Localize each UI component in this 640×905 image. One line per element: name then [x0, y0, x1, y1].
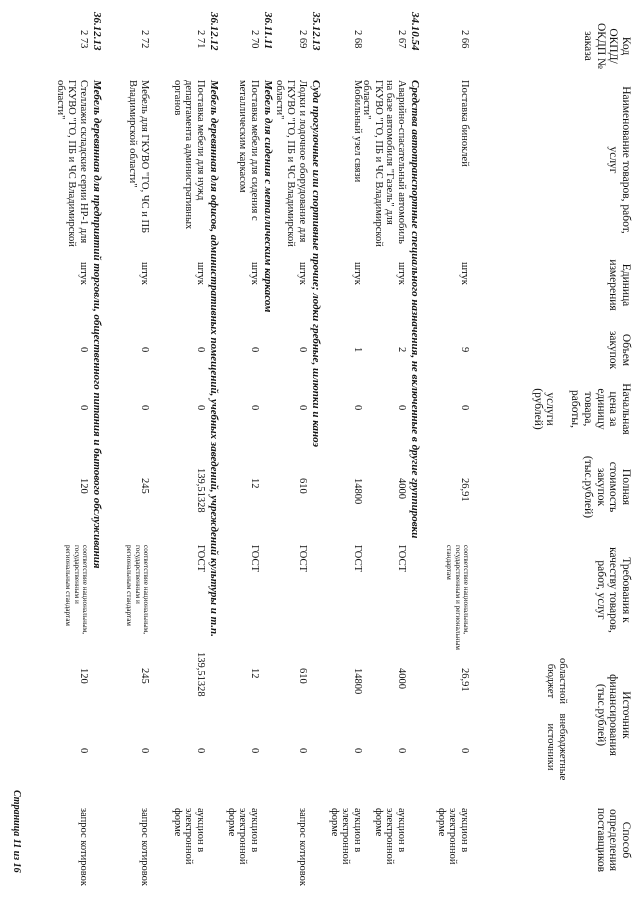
row-fin-regional: 245 [139, 668, 150, 684]
row-reqs: соответствие национальным, государственным и региональным стандартам [125, 545, 150, 635]
row-fin-extra: 0 [195, 748, 206, 754]
section-title: Средства автотранспортные специального назначения, не включенные в другие группировки [409, 80, 421, 539]
row-price: 0 [459, 405, 470, 411]
section-code: 35.12.13 [310, 12, 322, 51]
section-title: Мебель для сидения с металлическим каркасом [262, 80, 274, 313]
row-reqs: соответствие национальным, государственным и региональным стандартам [445, 545, 470, 650]
row-reqs: ГОСТ [195, 545, 206, 572]
row-code: 2 73 [78, 30, 89, 49]
header-finance: Источник финансирования (тыс.рублей) [594, 674, 632, 756]
header-unit: Единица измерения [607, 259, 632, 311]
header-fin-regional: областной бюджет [545, 658, 568, 704]
section-code: 36.11.11 [262, 12, 274, 50]
row-name: Поставка мебели для сидения с металлическим каркасом [237, 80, 260, 221]
row-price: 0 [352, 405, 363, 411]
row-method: аукцион в электронной форме [225, 808, 260, 865]
row-price: 0 [249, 405, 260, 411]
row-fin-extra: 0 [249, 748, 260, 754]
row-fin-extra: 0 [78, 748, 89, 754]
row-volume: 1 [352, 347, 363, 353]
row-reqs: ГОСТ [249, 545, 260, 572]
row-volume: 2 [396, 347, 407, 353]
section-title: Мебель деревянная для офисов, административных помещений, учебных заведений, учреждений культуры и т.п. [208, 80, 220, 637]
row-fin-regional: 14800 [352, 668, 363, 695]
row-fin-regional: 139,51328 [195, 652, 206, 697]
row-volume: 0 [78, 347, 89, 353]
row-reqs: ГОСТ [396, 545, 407, 572]
header-fin-extra: внебюджетные источники [545, 713, 568, 781]
row-price: 0 [78, 405, 89, 411]
row-method: аукцион в электронной форме [171, 808, 206, 865]
header-name: Наименование товаров, работ, услуг [607, 86, 632, 234]
row-method: аукцион в электронной форме [372, 808, 407, 865]
row-name: Мебель для ГКУВО "ГО, ЧС и ПБ Владимирской области" [127, 80, 150, 234]
row-method: запрос котировок [78, 808, 89, 886]
row-code: 2 68 [352, 30, 363, 49]
row-total: 120 [78, 478, 89, 494]
header-reqs: Требования к качеству товаров, работ, услуг [594, 547, 632, 633]
row-volume: 9 [459, 347, 470, 353]
row-unit: штук [195, 262, 206, 285]
row-unit: штук [352, 262, 363, 285]
row-method: аукцион в электронной форме [328, 808, 363, 865]
row-fin-regional: 4000 [396, 668, 407, 689]
section-title: Суда прогулочные или спортивные прочие; лодки гребные, шлюпки и каноэ [310, 80, 322, 448]
row-name: Стеллажи складские серии НР-1 для ГКУВО "ГО, ПБ и ЧС Владимирской области" [54, 80, 89, 247]
row-name: Мобильный узел связи [352, 80, 363, 183]
row-unit: штук [396, 262, 407, 285]
row-volume: 0 [195, 347, 206, 353]
header-price: Начальная цена за единицу товара, работы, услуги (рублей) [531, 383, 632, 435]
row-total: 610 [297, 478, 308, 494]
row-unit: штук [459, 262, 470, 285]
row-price: 0 [396, 405, 407, 411]
row-name: Лодки и лодочное оборудование для ГКУВО "ГО, ПБ и ЧС Владимирской области" [273, 80, 308, 247]
row-name: Аварийно-спасательный автомобиль на базе автомобиля "Газель" для ГКУВО "ГО, ПБ и ЧС Владимирской области" [361, 80, 407, 247]
row-volume: 0 [297, 347, 308, 353]
row-fin-regional: 12 [249, 668, 260, 679]
row-name: Поставка мебели для нужд департамента административных органов [171, 80, 206, 230]
row-fin-regional: 610 [297, 668, 308, 684]
row-volume: 0 [139, 347, 150, 353]
row-reqs: соответствие национальным, государственным и региональным стандартам [64, 545, 89, 635]
row-unit: штук [139, 262, 150, 285]
row-total: 12 [249, 478, 260, 489]
row-code: 2 70 [249, 30, 260, 49]
row-unit: штук [78, 262, 89, 285]
row-total: 4000 [396, 478, 407, 499]
row-name: Поставка биноклей [459, 80, 470, 167]
row-code: 2 69 [297, 30, 308, 49]
row-total: 14800 [352, 478, 363, 505]
row-reqs: ГОСТ [352, 545, 363, 572]
row-price: 0 [297, 405, 308, 411]
row-code: 2 71 [195, 30, 206, 49]
row-fin-regional: 26,91 [459, 668, 470, 692]
row-total: 139,51328 [195, 468, 206, 513]
row-fin-regional: 120 [78, 668, 89, 684]
row-code: 2 67 [396, 30, 407, 49]
section-code: 36.12.13 [91, 12, 103, 51]
row-fin-extra: 0 [352, 748, 363, 754]
header-method: Способ определения поставщиков [594, 807, 632, 873]
header-volume: Объем закупок [607, 330, 632, 370]
row-price: 0 [139, 405, 150, 411]
row-fin-extra: 0 [297, 748, 308, 754]
row-unit: штук [249, 262, 260, 285]
row-reqs: ГОСТ [297, 545, 308, 572]
row-fin-extra: 0 [459, 748, 470, 754]
row-total: 26,91 [459, 478, 470, 502]
page-number: Страница 11 из 16 [11, 790, 22, 873]
row-unit: штук [297, 262, 308, 285]
row-fin-extra: 0 [139, 748, 150, 754]
row-method: запрос котировок [139, 808, 150, 886]
row-method: запрос котировок [297, 808, 308, 886]
row-code: 2 66 [459, 30, 470, 49]
row-volume: 0 [249, 347, 260, 353]
row-total: 245 [139, 478, 150, 494]
section-title: Мебель деревянная для предприятий торговли, общественного питания и бытового обслуживания [91, 80, 103, 569]
row-price: 0 [195, 405, 206, 411]
row-method: аукцион в электронной форме [435, 808, 470, 865]
section-code: 34.10.54 [409, 12, 421, 51]
header-total: Полная стоимость закупок (тыс.рублей) [582, 455, 632, 519]
row-code: 2 72 [139, 30, 150, 49]
row-fin-extra: 0 [396, 748, 407, 754]
section-code: 36.12.12 [208, 12, 220, 51]
header-code: Код ОКПД/ ОКДП № заказа [582, 23, 632, 69]
